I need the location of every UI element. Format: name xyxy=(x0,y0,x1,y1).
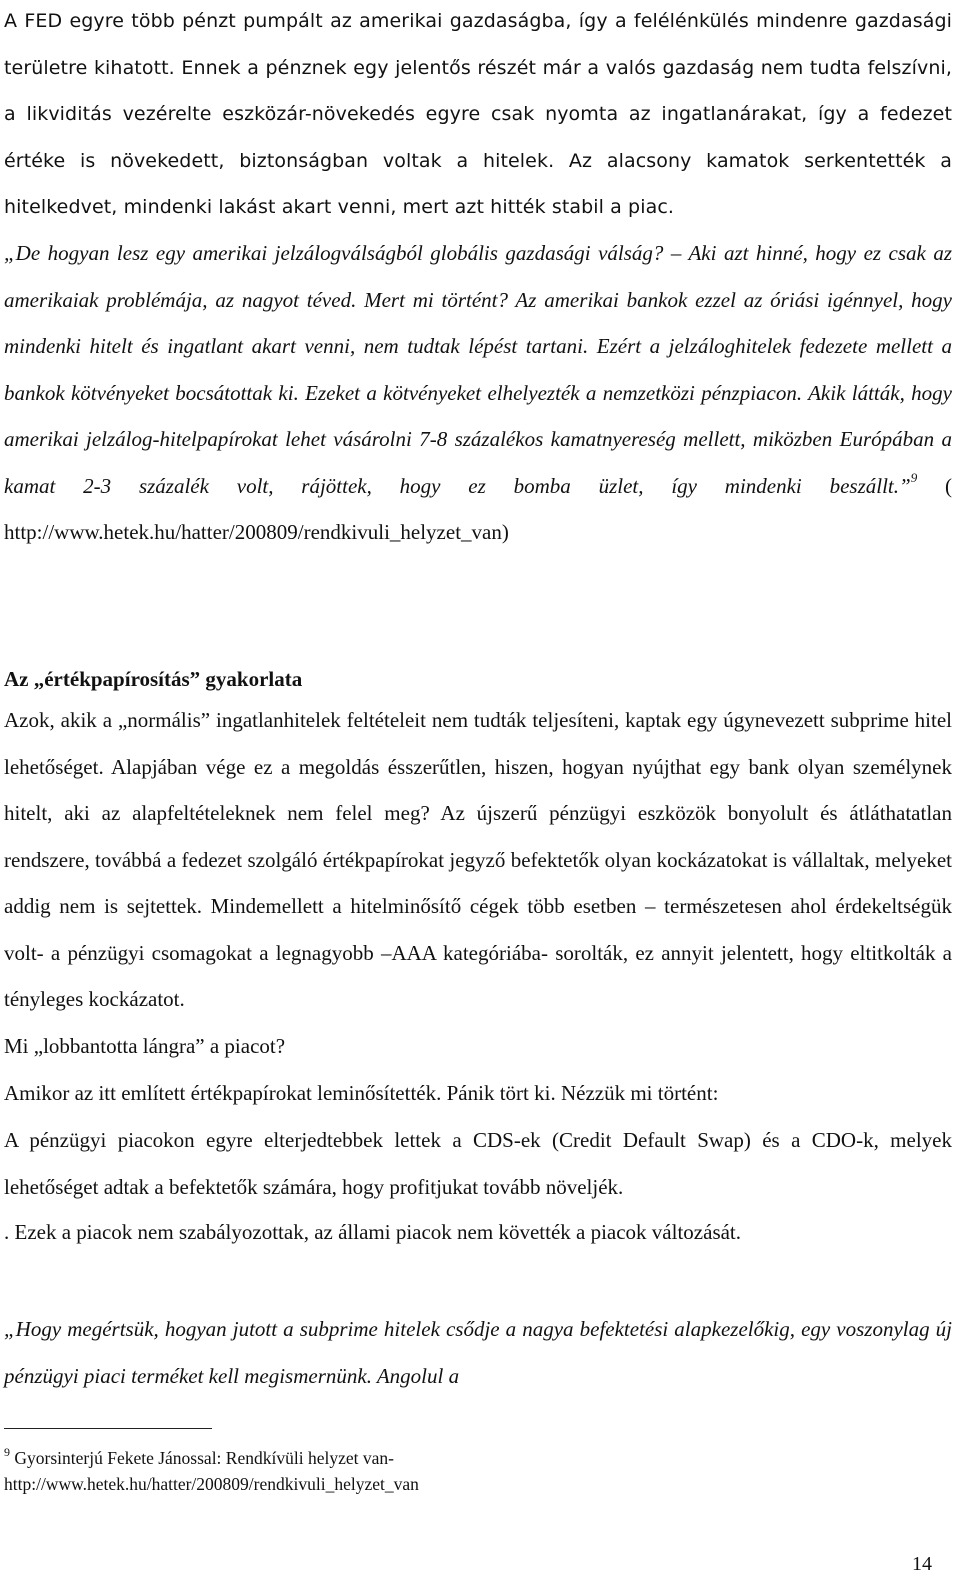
paragraph-downgrade: Amikor az itt említett értékpapírokat leminősítették. Pánik tört ki. Nézzük mi történt: xyxy=(4,1081,719,1105)
quote-investment-funds: „Hogy megértsük, hogyan jutott a subprime hitelek csődje a nagya befektetési alapkezelőkig, egy voszonylag új pénzügyi piaci terméket kell megismernünk. Angolul a xyxy=(4,1317,952,1388)
footnote-url: http://www.hetek.hu/hatter/200809/rendkivuli_helyzet_van xyxy=(4,1474,419,1494)
paragraph-fed-liquidity: A FED egyre több pénzt pumpált az amerikai gazdaságba, így a felélénkülés mindenre gazdasági területre kihatott. Ennek a pénznek egy jelentős részét már a valós gazdaság nem tudta felszívni, a likviditás vezérelte eszközár-növekedés egyre csak nyomta az ingatlanárakat, így a fedezet értéke is növekedett, biztonságban voltak a hitelek. Az alacsony kamatok serkentették a hitelkedvet, mindenki lakást akart venni, mert azt hitték stabil a piac. xyxy=(4,10,952,218)
footnote-divider xyxy=(4,1428,212,1429)
quote-question: „De hogyan lesz egy amerikai jelzálogválságból globális gazdasági válság? xyxy=(4,241,664,265)
footnote-text: Gyorsinterjú Fekete Jánossal: Rendkívüli helyzet van- xyxy=(14,1448,394,1468)
quote-global-crisis xyxy=(4,230,952,556)
footnote-reference: 9 xyxy=(910,469,918,485)
document-page xyxy=(4,0,954,1590)
footnote-number: 9 xyxy=(4,1445,10,1459)
footnote xyxy=(4,1445,419,1497)
page-number: 14 xyxy=(912,1553,932,1575)
quote-dash: – xyxy=(670,241,689,265)
source-url: ( http://www.hetek.hu/hatter/200809/rendkivuli_helyzet_van) xyxy=(4,473,952,544)
paragraph-question: Mi „lobbantotta lángra” a piacot? xyxy=(4,1034,286,1058)
paragraph-unregulated: . Ezek a piacok nem szabályozottak, az állami piacok nem követték a piacok változását. xyxy=(4,1220,742,1244)
quote-body: Aki azt hinné, hogy ez csak az amerikaiak problémája, az nagyot téved. Mert mi történt? Az amerikai bankok ezzel az óriási igénnyel, hogy mindenki hitelt és ingatlant akart venni, nem tudtak lépést tartani. Ezért a jelzáloghitelek fedezete mellett a bankok kötvényeket bocsátottak ki. Ezeket a kötvényeket elhelyezték a nemzetközi pénzpiacon. Akik látták, hogy amerikai jelzálog-hitelpapírokat lehet vásárolni 7-8 százalékos kamatnyereség mellett, miközben Európában a kamat 2-3 százalék volt, rájöttek, hogy ez bomba üzlet, így mindenki beszállt.” xyxy=(4,241,953,498)
section-heading: Az „értékpapírosítás” gyakorlata xyxy=(4,667,303,691)
paragraph-subprime: Azok, akik a „normális” ingatlanhitelek feltételeit nem tudták teljesíteni, kaptak egy úgynevezett subprime hitel lehetőséget. Alapjában vége ez a megoldás ésszerűtlen, hiszen, hogyan nyújthat egy bank olyan személynek hitelt, aki az alapfeltételeknek nem felel meg? Az újszerű pénzügyi eszközök bonyolult és átláthatatlan rendszere, továbbá a fedezet szolgáló értékpapírokat jegyző befektetők olyan kockázatokat is vállaltak, melyeket addig nem is sejtettek. Mindemellett a hitelminősítő cégek több esetben – természetesen ahol érdekeltségük volt- a pénzügyi csomagokat a legnagyobb –AAA kategóriába- sorolták, ez annyit jelentett, hogy eltitkolták a tényleges kockázatot. xyxy=(4,708,952,1011)
paragraph-cds-cdo: A pénzügyi piacokon egyre elterjedtebbek lettek a CDS-ek (Credit Default Swap) és a CDO-k, melyek lehetőséget adtak a befektetők számára, hogy profitjukat tovább növeljék. xyxy=(4,1128,952,1199)
